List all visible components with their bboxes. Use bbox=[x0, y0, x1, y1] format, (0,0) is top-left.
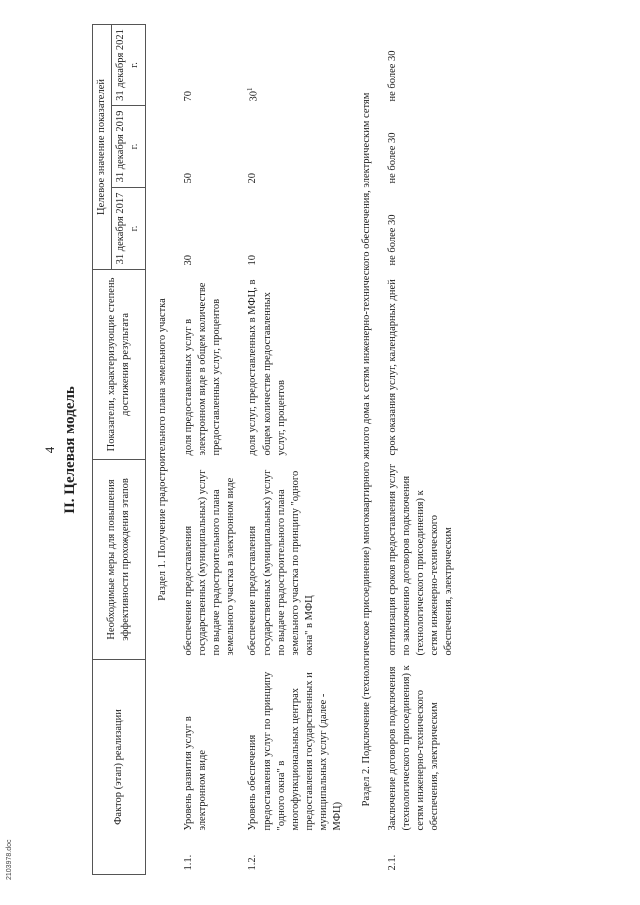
row-value-2019: 50 bbox=[182, 172, 194, 184]
header-2019: 31 декабря 2019 г. bbox=[112, 105, 145, 187]
header-indicator: Показатели, характеризующие степень достижения результата bbox=[93, 269, 146, 459]
row-value-2017: 30 bbox=[182, 254, 194, 266]
rotated-sheet bbox=[42, 25, 602, 875]
target-model-table bbox=[92, 24, 461, 875]
header-measures: Необходимые меры для повышения эффективности прохождения этапов bbox=[93, 459, 146, 659]
section-heading: II. Целевая модель bbox=[62, 386, 78, 514]
row-value-2019: не более 30 bbox=[386, 132, 398, 184]
row-indicator: срок оказания услуг, календарных дней bbox=[386, 279, 398, 456]
row-indicator: доля предоставленных услуг в электронном виде в общем количестве предоставленных услуг, процентов bbox=[182, 282, 223, 456]
page-number: 4 bbox=[42, 446, 57, 454]
section-title-2: Раздел 2. Подключение (технологическое присоединение) многоквартирного жилого дома к сетям инженерно-технического обеспечения, электрическим сетям bbox=[360, 92, 372, 807]
row-factor: Уровень развития услуг в электронном виде bbox=[182, 716, 208, 831]
header-2017: 31 декабря 2017 г. bbox=[112, 187, 145, 269]
row-value-2021-text: 70 bbox=[182, 90, 194, 102]
section-title-1: Раздел 1. Получение градостроительного плана земельного участка bbox=[156, 298, 168, 601]
section-row-1 bbox=[145, 24, 178, 874]
row-value-2017: 10 bbox=[247, 254, 259, 266]
row-measures: обеспечение предоставления государственных (муниципальных) услуг по выдаче градостроительного плана земельного участка в электронном виде bbox=[182, 469, 237, 656]
row-value-2021-text: 30 bbox=[248, 90, 260, 102]
row-value-2021 bbox=[242, 24, 349, 105]
row-value-2021 bbox=[178, 24, 243, 105]
document-footer: 2103978.doc bbox=[6, 839, 13, 880]
row-value-2021 bbox=[382, 24, 461, 105]
row-number: 1.1. bbox=[182, 854, 194, 871]
row-indicator: доля услуг, предоставленных в МФЦ, в общем количестве предоставленных услуг, процентов bbox=[247, 279, 287, 456]
table-row bbox=[382, 24, 461, 874]
row-value-2017: не более 30 bbox=[386, 214, 398, 266]
row-measures: обеспечение предоставления государственных (муниципальных) услуг по выдаче градостроительного плана земельного участка по принципу "одного окна" в МФЦ bbox=[247, 469, 316, 656]
row-factor: Заключение договоров подключения (технологического присоединения) к сетям инженерно-технического обеспечения, электрическим bbox=[386, 665, 441, 831]
footnote-marker: 1 bbox=[246, 87, 255, 91]
header-target: Целевое значение показателей bbox=[93, 24, 112, 269]
row-number: 1.2. bbox=[247, 854, 259, 871]
row-number: 2.1. bbox=[386, 854, 398, 871]
row-value-2019: 20 bbox=[247, 172, 259, 184]
row-value-2021-text: не более 30 bbox=[386, 50, 398, 102]
table-row bbox=[178, 24, 243, 874]
section-row-2 bbox=[350, 24, 382, 874]
header-2021: 31 декабря 2021 г. bbox=[112, 24, 145, 105]
row-measures: оптимизация сроков предоставления услуг по заключению договоров подключения (технологического присоединения) к сетям инженерно-технического обеспечения, электрическим bbox=[386, 463, 455, 656]
header-factor: Фактор (этап) реализации bbox=[93, 659, 146, 874]
table-row bbox=[242, 24, 349, 874]
row-factor: Уровень обеспечения предоставления услуг по принципу "одного окна" в многофункциональных центрах предоставления государственных и муниципальных услуг (далее - МФЦ) bbox=[247, 671, 344, 831]
